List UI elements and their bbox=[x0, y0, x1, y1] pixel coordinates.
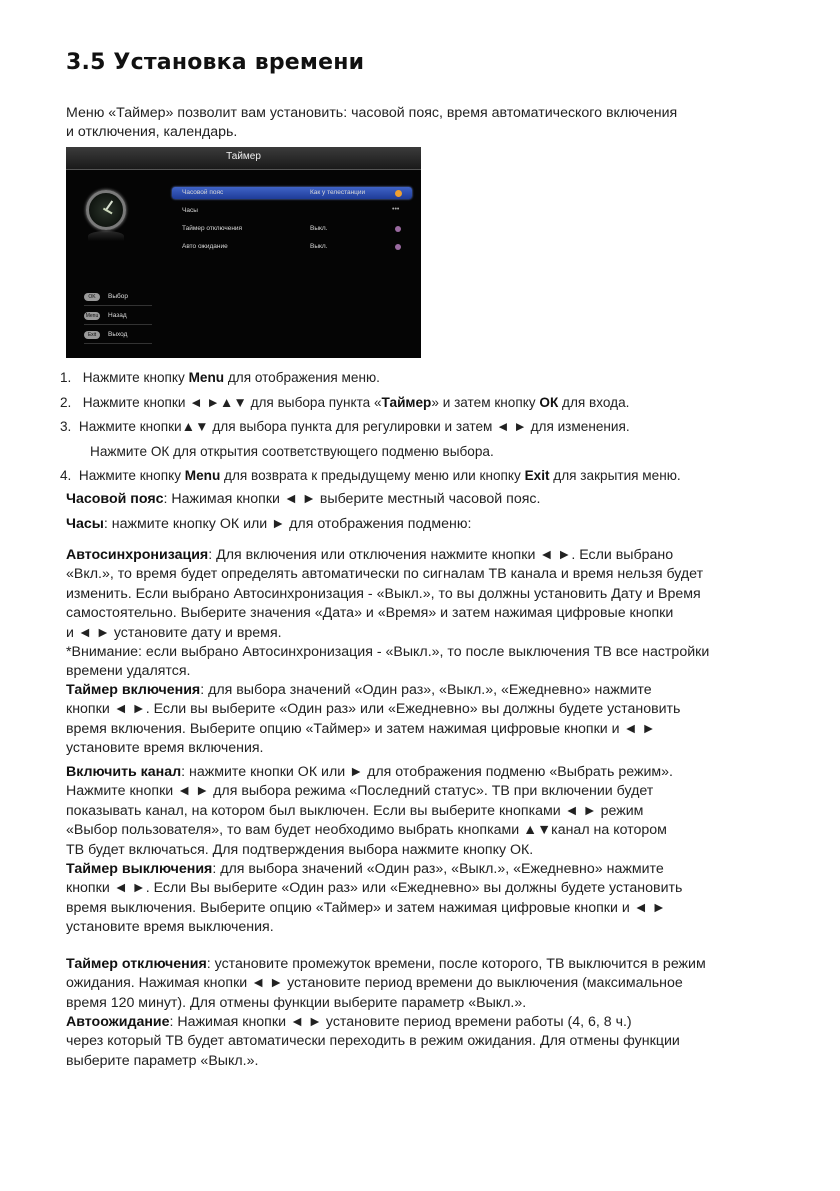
step-bold: Exit bbox=[524, 468, 550, 483]
step-text: для отображения меню. bbox=[224, 370, 380, 385]
term-heading: Таймер включения bbox=[66, 682, 201, 698]
on-timer-paragraph bbox=[66, 681, 806, 759]
step-item bbox=[60, 370, 380, 385]
paragraph-text: : нажмите кнопку ОК или ► для отображения подменю: bbox=[103, 516, 472, 532]
tv-key-hint-menu bbox=[84, 310, 152, 325]
step-bold: Таймер bbox=[381, 395, 432, 410]
tv-menu-item-value: Выкл. bbox=[310, 243, 328, 250]
tv-menu-item-label: Часы bbox=[182, 207, 198, 214]
sleep-timer-paragraph bbox=[66, 955, 806, 1013]
tv-menu-item-value: Выкл. bbox=[310, 225, 328, 232]
term-heading: Автоожидание bbox=[66, 1014, 170, 1030]
term-heading: Часовой пояс bbox=[66, 491, 164, 507]
term-heading: Часы bbox=[66, 516, 104, 532]
tv-menu-item-auto-standby[interactable] bbox=[172, 241, 412, 253]
paragraph-text: : для выбора значений «Один раз», «Выкл.», «Ежедневно» нажмите bbox=[212, 861, 664, 877]
paragraph-text: : Нажимая кнопки ◄ ► выберите местный часовой пояс. bbox=[163, 491, 541, 507]
clock-icon bbox=[86, 190, 126, 230]
tv-menu-item-label: Таймер отключения bbox=[182, 225, 243, 232]
term-heading: Таймер отключения bbox=[66, 956, 207, 972]
step-text: Нажмите кнопку bbox=[82, 370, 189, 385]
paragraph-line: *Внимание: если выбрано Автосинхронизация - «Выкл.», то после выключения ТВ все настройки bbox=[66, 644, 710, 661]
auto-standby-paragraph bbox=[66, 1013, 806, 1071]
step-item bbox=[90, 444, 494, 459]
paragraph-line: «Вкл.», то время будет определять автоматически по сигналам ТВ канала и время нельзя будет bbox=[66, 566, 704, 583]
step-item bbox=[60, 419, 630, 434]
step-bold: Menu bbox=[188, 370, 225, 385]
step-text: для закрытия меню. bbox=[549, 468, 681, 483]
option-icon bbox=[395, 190, 402, 197]
tv-menu-title: Таймер bbox=[226, 151, 261, 162]
paragraph-line: времени удалятся. bbox=[66, 663, 191, 680]
paragraph-line: установите время выключения. bbox=[66, 919, 274, 936]
paragraph-line: ТВ будет включаться. Для подтверждения выбора нажмите кнопку ОК. bbox=[66, 841, 534, 858]
step-item bbox=[60, 468, 681, 483]
paragraph-line: «Выбор пользователя», то вам будет необходимо выбрать кнопками ▲▼канал на котором bbox=[66, 822, 667, 839]
paragraph-line: ожидания. Нажимая кнопки ◄ ► установите период времени до выключения (максимальное bbox=[66, 975, 683, 992]
paragraph-line: время 120 минут). Для отмены функции выберите параметр «Выкл.». bbox=[66, 994, 527, 1011]
step-item bbox=[60, 395, 629, 410]
option-icon bbox=[395, 226, 401, 232]
timezone-paragraph bbox=[66, 490, 806, 509]
paragraph-line: изменить. Если выбрано Автосинхронизация - «Выкл.», то вы должны установить Дату и Время bbox=[66, 585, 701, 602]
tv-key-hint-exit bbox=[84, 329, 152, 344]
paragraph-text: : для выбора значений «Один раз», «Выкл.», «Ежедневно» нажмите bbox=[200, 682, 652, 698]
off-timer-paragraph bbox=[66, 860, 806, 938]
paragraph-line: кнопки ◄ ►. Если вы выберите «Один раз» или «Ежедневно» вы должны будете установить bbox=[66, 701, 681, 718]
step-number: 2. bbox=[60, 395, 72, 410]
step-bold: ОК bbox=[539, 395, 559, 410]
section-title: 3.5 Установка времени bbox=[66, 50, 365, 75]
exit-key-icon: Exit bbox=[84, 331, 100, 339]
step-text: для возврата к предыдущему меню или кнопку bbox=[220, 468, 525, 483]
menu-key-icon: Menu bbox=[85, 313, 99, 319]
tv-menu-header bbox=[66, 147, 421, 170]
intro-paragraph bbox=[66, 104, 786, 141]
paragraph-text: : установите промежуток времени, после которого, ТВ выключится в режим bbox=[206, 956, 706, 972]
on-channel-paragraph bbox=[66, 763, 806, 860]
autosync-paragraph bbox=[66, 546, 806, 682]
paragraph-line: показывать канал, на котором был выключен. Если вы выберите кнопками ◄ ► режим bbox=[66, 802, 644, 819]
ok-key-icon: OK bbox=[84, 293, 100, 301]
step-text: » и затем кнопку bbox=[431, 395, 540, 410]
step-bold: Menu bbox=[184, 468, 221, 483]
tv-menu-item-timezone[interactable] bbox=[172, 187, 412, 199]
clock-paragraph bbox=[66, 515, 806, 534]
tv-menu-item-value: Как у телестанции bbox=[310, 189, 366, 196]
step-text: Нажмите кнопки▲▼ для выбора пункта для регулировки и затем ◄ ► для изменения. bbox=[78, 419, 630, 434]
paragraph-line: Нажмите кнопки ◄ ► для выбора режима «Последний статус». ТВ при включении будет bbox=[66, 783, 654, 800]
paragraph-text: : Нажимая кнопки ◄ ► установите период времени работы (4, 6, 8 ч.) bbox=[169, 1014, 632, 1030]
step-text: Нажмите кнопку bbox=[78, 468, 185, 483]
step-number: 1. bbox=[60, 370, 72, 385]
paragraph-text: : Для включения или отключения нажмите кнопки ◄ ►. Если выбрано bbox=[208, 547, 674, 563]
more-icon: ••• bbox=[392, 206, 400, 213]
tv-key-hint-label: Выход bbox=[108, 331, 128, 338]
intro-line: Меню «Таймер» позволит вам установить: часовой пояс, время автоматического включения bbox=[66, 105, 678, 121]
paragraph-line: и ◄ ► установите дату и время. bbox=[66, 624, 282, 641]
paragraph-line: через который ТВ будет автоматически переходить в режим ожидания. Для отмены функции bbox=[66, 1033, 680, 1050]
tv-menu-screenshot bbox=[66, 147, 421, 358]
term-heading: Включить канал bbox=[66, 764, 182, 780]
term-heading: Таймер выключения bbox=[66, 861, 213, 877]
tv-key-hint-label: Выбор bbox=[108, 293, 128, 300]
tv-menu-item-label: Авто ожидание bbox=[182, 243, 228, 250]
paragraph-line: выберите параметр «Выкл.». bbox=[66, 1052, 259, 1069]
tv-key-hint-label: Назад bbox=[108, 312, 127, 319]
option-icon bbox=[395, 244, 401, 250]
tv-key-hint-ok bbox=[84, 291, 152, 306]
intro-line: и отключения, календарь. bbox=[66, 123, 238, 140]
term-heading: Автосинхронизация bbox=[66, 547, 209, 563]
step-number: 4. bbox=[60, 468, 72, 483]
step-text: Нажмите ОК для открытия соответствующего подменю выбора. bbox=[90, 444, 494, 459]
paragraph-text: : нажмите кнопки ОК или ► для отображения подменю «Выбрать режим». bbox=[181, 764, 673, 780]
step-text: для входа. bbox=[558, 395, 630, 410]
tv-menu-item-clock[interactable] bbox=[172, 205, 412, 217]
step-number: 3. bbox=[60, 419, 72, 434]
clock-reflection bbox=[88, 231, 124, 241]
paragraph-line: самостоятельно. Выберите значения «Дата» и «Время» и затем нажимая цифровые кнопки bbox=[66, 605, 674, 622]
paragraph-line: время выключения. Выберите опцию «Таймер» и затем нажимая цифровые кнопки и ◄ ► bbox=[66, 899, 666, 916]
step-text: Нажмите кнопки ◄ ►▲▼ для выбора пункта « bbox=[82, 395, 382, 410]
paragraph-line: установите время включения. bbox=[66, 740, 264, 757]
paragraph-line: время включения. Выберите опцию «Таймер» и затем нажимая цифровые кнопки и ◄ ► bbox=[66, 720, 656, 737]
tv-menu-item-label: Часовой пояс bbox=[182, 189, 224, 196]
paragraph-line: кнопки ◄ ►. Если Вы выберите «Один раз» или «Ежедневно» вы должны будете установить bbox=[66, 880, 683, 897]
tv-menu-item-sleep-timer[interactable] bbox=[172, 223, 412, 235]
